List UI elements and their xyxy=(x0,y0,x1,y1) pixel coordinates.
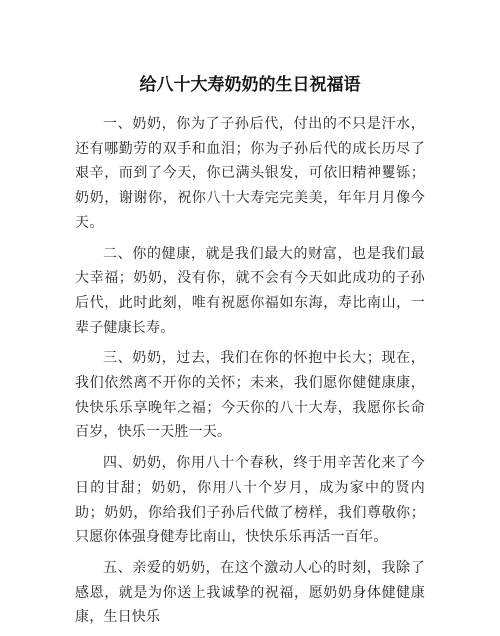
document-body xyxy=(75,112,425,636)
paragraph-5: 五、亲爱的奶奶，在这个激动人心的时刻，我除了感恩，就是为你送上我诚挚的祝福，愿奶奶身体健健康康，生日快乐 xyxy=(75,559,425,626)
paragraph-4: 四、奶奶，你用八十个春秋，终于用辛苦化来了今日的甘甜；奶奶，你用八十个岁月，成为家中的贤内助；奶奶，你给我们子孙后代做了榜样，我们尊敬你；只愿你体强身健寿比南山，快快乐乐再活一百年。 xyxy=(75,455,425,546)
document-title: 给八十大寿奶奶的生日祝福语 xyxy=(139,75,361,95)
paragraph-2: 二、你的健康，就是我们最大的财富，也是我们最大幸福；奶奶，没有你，就不会有今天如此成功的子孙后代，此时此刻，唯有祝愿你福如东海，寿比南山，一辈子健康长寿。 xyxy=(75,245,425,336)
paragraph-1: 一、奶奶，你为了子孙后代，付出的不只是汗水，还有哪勤劳的双手和血泪；你为子孙后代的成长历尽了艰辛，而到了今天，你已满头银发，可依旧精神矍铄；奶奶，谢谢你，祝你八十大寿完完美美，年年月月像今天。 xyxy=(75,116,425,231)
paragraph-3: 三、奶奶，过去，我们在你的怀抱中长大；现在，我们依然离不开你的关怀；未来，我们愿你健健康康，快快乐乐享晚年之福；今天你的八十大寿，我愿你长命百岁，快乐一天胜一天。 xyxy=(75,350,425,441)
